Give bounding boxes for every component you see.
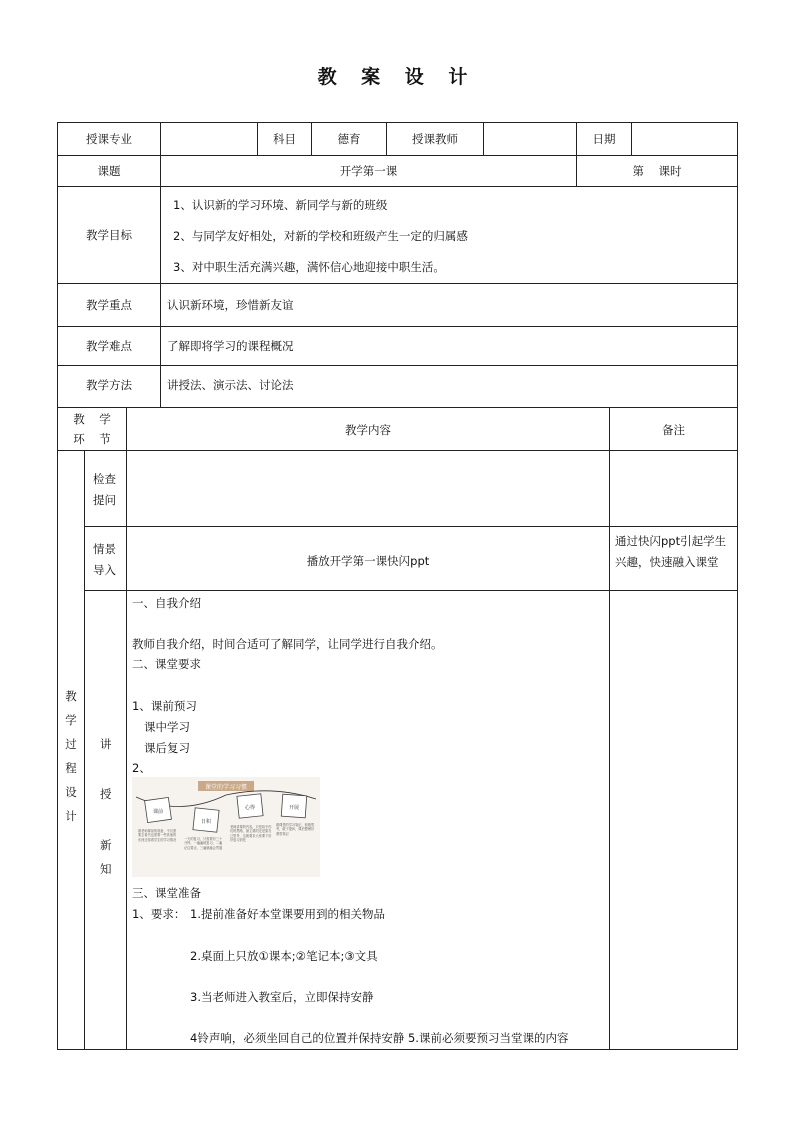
key-point-value: 认识新环境，珍惜新友谊 (167, 298, 294, 312)
stage1-name-line1: 检查 (93, 472, 116, 486)
process-side-label (58, 688, 84, 832)
side-char: 程 (65, 761, 77, 775)
goals-label: 教学目标 (86, 228, 132, 242)
note-card-1 (145, 797, 172, 822)
card-text: 一天的复习，只需要有三十分钟，一遍遍地复习，二遍记住要点，三遍就融会贯通 (184, 837, 223, 850)
side-char: 学 (65, 713, 77, 727)
subject-value[interactable]: 德育 (337, 132, 361, 146)
subject-label: 科目 (273, 132, 296, 146)
goal-item-3: 3、对中职生活充满兴趣，满怀信心地迎接中职生活。 (173, 260, 445, 274)
note-header: 备注 (662, 423, 685, 437)
content-line: 1.提前准备好本堂课要用到的相关物品 (190, 907, 385, 921)
content-line: 1、课前预习 (132, 699, 197, 713)
key-point-label: 教学重点 (86, 298, 132, 312)
stage2-note: 通过快闪ppt引起学生兴趣，快速融入课堂 (615, 534, 727, 569)
card-label: 日积 (200, 819, 212, 825)
period-value[interactable]: 第 课时 (632, 164, 682, 178)
stage3-name-char: 知 (100, 862, 112, 876)
content-line: 教师自我介绍，时间合适可了解同学，让同学进行自我介绍。 (132, 637, 443, 651)
stage2-name-line2: 导入 (93, 563, 116, 577)
content-header: 教学内容 (345, 423, 391, 437)
stage3-name-char: 新 (100, 838, 112, 852)
note-card-4 (281, 794, 306, 818)
teacher-label: 授课教师 (412, 132, 458, 146)
card-text: 做课堂的学习笔记，积极思考，敢于提问，课后整理好课堂笔记 (276, 823, 315, 836)
note-card-3 (237, 794, 263, 818)
card-text: 做老师课前的准备，不仅需要去看书也需要一些其他的东西还得看学生的学习情况 (138, 829, 177, 842)
stage2-content: 播放开学第一课快闪ppt (306, 554, 430, 568)
side-char: 教 (65, 689, 77, 703)
stage2-name-line1: 情景 (93, 542, 116, 556)
image-title: 课堂的学习习惯 (204, 784, 248, 791)
goal-item-2: 2、与同学友好相处，对新的学校和班级产生一定的归属感 (173, 229, 468, 243)
stage1-name-line2: 提问 (93, 493, 116, 507)
content-line: 课后复习 (144, 741, 190, 755)
content-line: 3.当老师进入教室后，立即保持安静 (190, 990, 374, 1004)
difficulty-label: 教学难点 (86, 339, 132, 353)
learning-habits-illustration (132, 777, 320, 877)
stage3-name-char: 讲 (100, 737, 112, 751)
learning-habits-image (132, 777, 320, 877)
content-line: 2.桌面上只放①课本;②笔记本;③文具 (190, 949, 378, 963)
method-value: 讲授法、演示法、讨论法 (167, 378, 294, 392)
note-card-2 (193, 808, 219, 832)
side-char: 计 (65, 809, 77, 823)
card-label: 开展 (288, 805, 300, 811)
content-line: 2、 (132, 761, 151, 775)
stage3-name-char: 授 (100, 787, 112, 801)
card-label: 心得 (244, 805, 256, 811)
side-char: 过 (65, 737, 77, 751)
content-line: 一、自我介绍 (132, 596, 201, 610)
topic-label: 课题 (97, 164, 121, 178)
stage-header-line1: 教 学 (73, 412, 111, 426)
content-line: 1、要求： (132, 907, 186, 921)
major-label: 授课专业 (86, 132, 132, 146)
date-label: 日期 (592, 132, 616, 146)
content-line: 二、课堂要求 (132, 657, 201, 671)
side-char: 设 (65, 785, 77, 799)
difficulty-value: 了解即将学习的课程概况 (167, 339, 294, 353)
stage-header-line2: 环 节 (73, 432, 111, 446)
content-line: 三、课堂准备 (132, 886, 201, 900)
content-line: 4铃声响，必须坐回自己的位置并保持安静 5.课前必须要预习当堂课的内容 (190, 1031, 569, 1045)
card-text: 老师讲课的内容，只是给予你们的思路，最主要的还是靠自己思考，这就要求大家课下好好复习消化 (230, 825, 272, 843)
topic-value[interactable]: 开学第一课 (339, 164, 398, 178)
method-label: 教学方法 (86, 378, 132, 392)
page-title: 教 案 设 计 (317, 66, 477, 88)
content-line: 课中学习 (144, 720, 190, 734)
goal-item-1: 1、认识新的学习环境、新同学与新的班级 (173, 198, 388, 212)
card-label: 课前 (152, 809, 164, 815)
